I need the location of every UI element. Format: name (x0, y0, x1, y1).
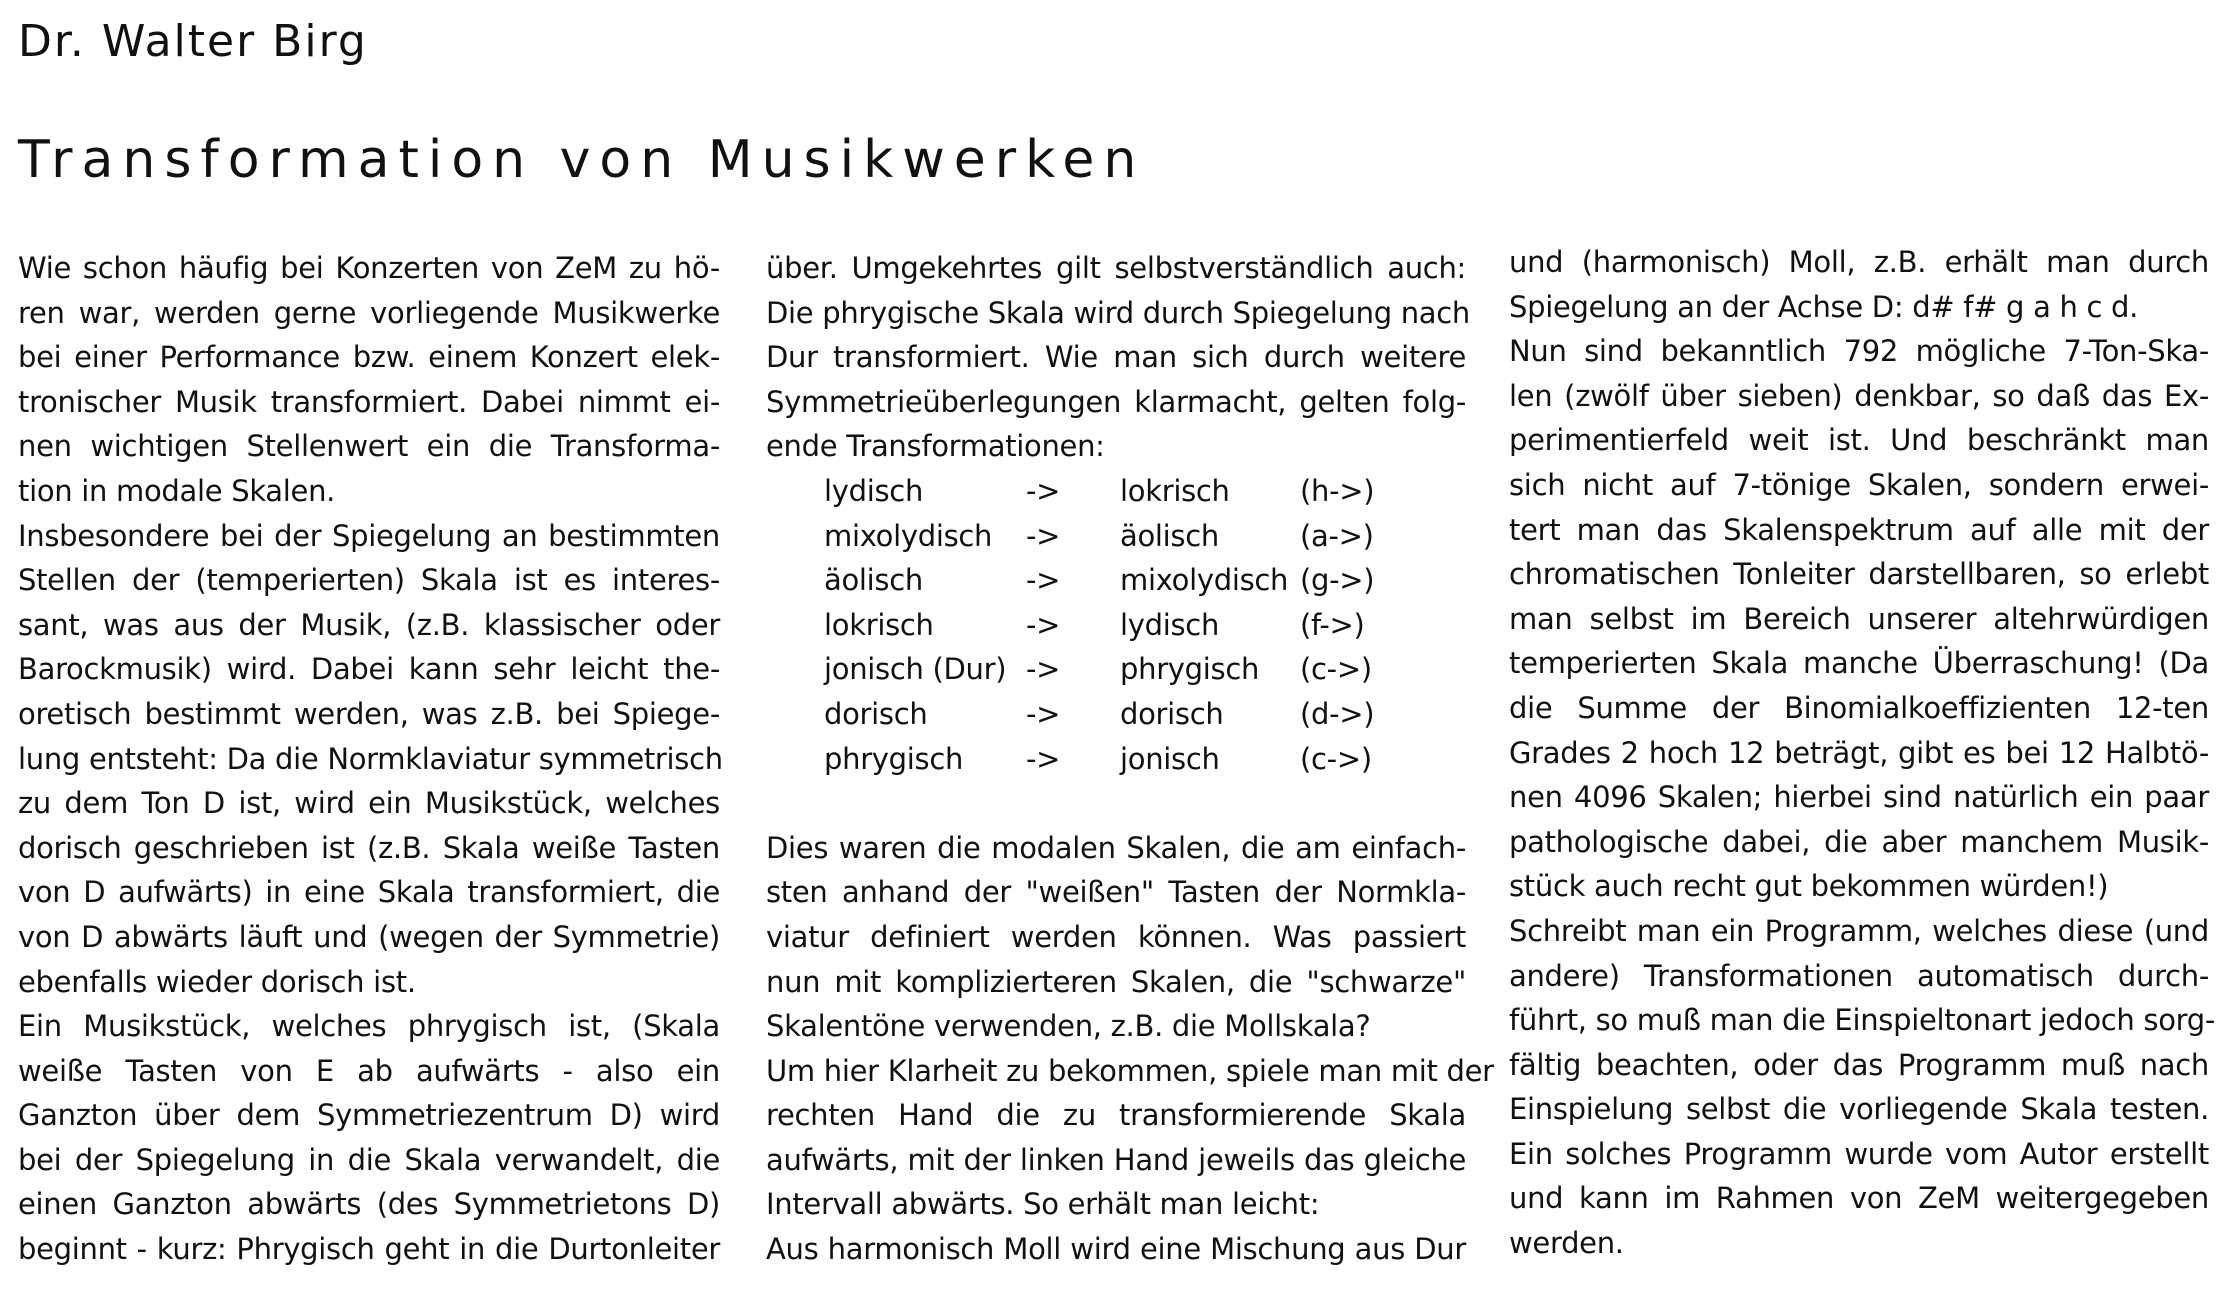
text-line: Dies waren die modalen Skalen, die am einfach- (766, 830, 1466, 865)
text-line: die Summe der Binomialkoeffizienten 12-ten (1509, 690, 2209, 725)
text-line: aufwärts, mit der linken Hand jeweils das gleiche (766, 1142, 1466, 1177)
text-line: oretisch bestimmt werden, was z.B. bei Spiege- (18, 696, 720, 731)
text-line: viatur definiert werden können. Was passiert (766, 919, 1466, 954)
text-line: Insbesondere bei der Spiegelung an bestimmten (18, 518, 720, 553)
target-mode: lydisch (1120, 607, 1220, 642)
article-title: Transformation von Musikwerken (18, 130, 1146, 190)
text-line: tert man das Skalenspektrum auf alle mit der (1509, 512, 2209, 547)
text-line: sich nicht auf 7-tönige Skalen, sondern erwei- (1509, 467, 2209, 502)
text-line: Nun sind bekanntlich 792 mögliche 7-Ton-Ska- (1509, 334, 2209, 369)
text-line: über. Umgekehrtes gilt selbstverständlich auch: (766, 251, 1466, 285)
text-line: perimentierfeld weit ist. Und beschränkt man (1509, 423, 2209, 458)
text-line: pathologische dabei, die aber manchem Musik- (1509, 824, 2209, 859)
transformation-table (824, 469, 1410, 781)
text-line: beginnt - kurz: Phrygisch geht in die Durtonleiter (18, 1232, 720, 1267)
text-line: Grades 2 hoch 12 beträgt, gibt es bei 12 Halbtö- (1509, 735, 2209, 770)
text-line: tronischer Musik transformiert. Dabei nimmt ei- (18, 384, 720, 419)
text-line: nun mit komplizierteren Skalen, die "schwarze" (766, 964, 1466, 999)
arrow: -> (1026, 741, 1061, 776)
text-line: und kann im Rahmen von ZeM weitergegeben (1509, 1181, 2209, 1216)
axis-note: (g->) (1300, 563, 1375, 598)
text-line: bei der Spiegelung in die Skala verwandelt, die (18, 1142, 720, 1177)
arrow: -> (1026, 563, 1061, 598)
text-line: sten anhand der "weißen" Tasten der Normkla- (766, 875, 1466, 910)
target-mode: mixolydisch (1120, 563, 1289, 598)
text-line: sant, was aus der Musik, (z.B. klassischer oder (18, 607, 720, 642)
text-line: lung entsteht: Da die Normklaviatur symmetrisch (18, 741, 723, 776)
text-line: und (harmonisch) Moll, z.B. erhält man durch (1509, 245, 2209, 279)
target-mode: jonisch (1120, 741, 1220, 776)
arrow: -> (1026, 473, 1061, 508)
target-mode: lokrisch (1120, 473, 1230, 508)
text-line: Barockmusik) wird. Dabei kann sehr leicht the- (18, 652, 720, 687)
source-mode: dorisch (824, 696, 928, 731)
target-mode: phrygisch (1120, 652, 1260, 687)
text-line: dorisch geschrieben ist (z.B. Skala weiße Tasten (18, 830, 720, 865)
text-line: len (zwölf über sieben) denkbar, so daß das Ex- (1509, 378, 2209, 413)
text-line: nen 4096 Skalen; hierbei sind natürlich ein paar (1509, 780, 2209, 815)
axis-note: (c->) (1300, 652, 1372, 687)
text-line: von D aufwärts) in eine Skala transformiert, die (18, 875, 720, 910)
axis-note: (f->) (1300, 607, 1365, 642)
text-line: temperierten Skala manche Überraschung! (Da (1509, 646, 2209, 681)
source-mode: lydisch (824, 473, 924, 508)
text-line: Spiegelung an der Achse D: d# f# g a h c d. (1509, 289, 2139, 324)
text-line: Ein solches Programm wurde vom Autor erstellt (1509, 1136, 2209, 1171)
text-line: Wie schon häufig bei Konzerten von ZeM zu hö- (18, 251, 720, 285)
text-line: Aus harmonisch Moll wird eine Mischung aus Dur (766, 1232, 1466, 1267)
arrow: -> (1026, 652, 1061, 687)
text-line: einen Ganzton abwärts (des Symmetrietons D) (18, 1187, 720, 1222)
text-line: Um hier Klarheit zu bekommen, spiele man mit der (766, 1053, 1494, 1088)
transformation-row (824, 603, 1410, 648)
text-line: ren war, werden gerne vorliegende Musikwerke (18, 295, 720, 330)
author-name: Dr. Walter Birg (18, 16, 368, 67)
source-mode: mixolydisch (824, 518, 993, 553)
text-line: man selbst im Bereich unserer altehrwürdigen (1509, 601, 2209, 636)
transformation-row (824, 737, 1410, 782)
text-line: chromatischen Tonleiter darstellbaren, so erlebt (1509, 557, 2209, 592)
source-mode: lokrisch (824, 607, 934, 642)
text-column-2 (766, 246, 1494, 1272)
source-mode: äolisch (824, 563, 923, 598)
text-line: führt, so muß man die Einspieltonart jedoch sorg- (1509, 1003, 2216, 1038)
source-mode: jonisch (Dur) (824, 652, 1007, 687)
text-line: Die phrygische Skala wird durch Spiegelung nach (766, 295, 1471, 330)
text-line: Symmetrieüberlegungen klarmacht, gelten folg- (766, 384, 1466, 419)
text-line: bei einer Performance bzw. einem Konzert elek- (18, 340, 720, 375)
text-line: Skalentöne verwenden, z.B. die Mollskala? (766, 1009, 1371, 1044)
text-line: Stellen der (temperierten) Skala ist es interes- (18, 563, 720, 598)
text-line: Schreibt man ein Programm, welches diese (und (1509, 913, 2209, 948)
text-line: rechten Hand die zu transformierende Skala (766, 1098, 1466, 1133)
text-line: tion in modale Skalen. (18, 473, 336, 508)
target-mode: dorisch (1120, 696, 1224, 731)
axis-note: (d->) (1300, 696, 1375, 731)
text-line: Einspielung selbst die vorliegende Skala testen. (1509, 1092, 2209, 1127)
transformation-row (824, 647, 1410, 692)
text-line: ende Transformationen: (766, 429, 1105, 464)
text-line: von D abwärts läuft und (wegen der Symmetrie) (18, 919, 720, 954)
axis-note: (h->) (1300, 473, 1375, 508)
axis-note: (c->) (1300, 741, 1372, 776)
transformation-row (824, 514, 1410, 559)
paragraph-spacer (766, 781, 1466, 826)
arrow: -> (1026, 607, 1061, 642)
text-line: andere) Transformationen automatisch durch- (1509, 958, 2209, 993)
text-line: Dur transformiert. Wie man sich durch weitere (766, 340, 1466, 375)
text-column-1 (18, 246, 723, 1272)
transformation-row (824, 469, 1410, 514)
text-line: stück auch recht gut bekommen würden!) (1509, 869, 2109, 904)
text-line: zu dem Ton D ist, wird ein Musikstück, welches (18, 786, 720, 821)
text-line: Ein Musikstück, welches phrygisch ist, (Skala (18, 1009, 720, 1044)
transformation-row (824, 692, 1410, 737)
arrow: -> (1026, 696, 1061, 731)
text-line: nen wichtigen Stellenwert ein die Transforma- (18, 429, 720, 464)
transformation-row (824, 558, 1410, 603)
source-mode: phrygisch (824, 741, 964, 776)
text-column-3 (1509, 240, 2216, 1266)
text-line: fältig beachten, oder das Programm muß nach (1509, 1047, 2209, 1082)
text-line: Intervall abwärts. So erhält man leicht: (766, 1187, 1320, 1222)
text-line: ebenfalls wieder dorisch ist. (18, 964, 416, 999)
text-line: Ganzton über dem Symmetriezentrum D) wird (18, 1098, 720, 1133)
axis-note: (a->) (1300, 518, 1374, 553)
target-mode: äolisch (1120, 518, 1219, 553)
text-line: werden. (1509, 1226, 1624, 1261)
arrow: -> (1026, 518, 1061, 553)
text-line: weiße Tasten von E ab aufwärts - also ein (18, 1053, 720, 1088)
